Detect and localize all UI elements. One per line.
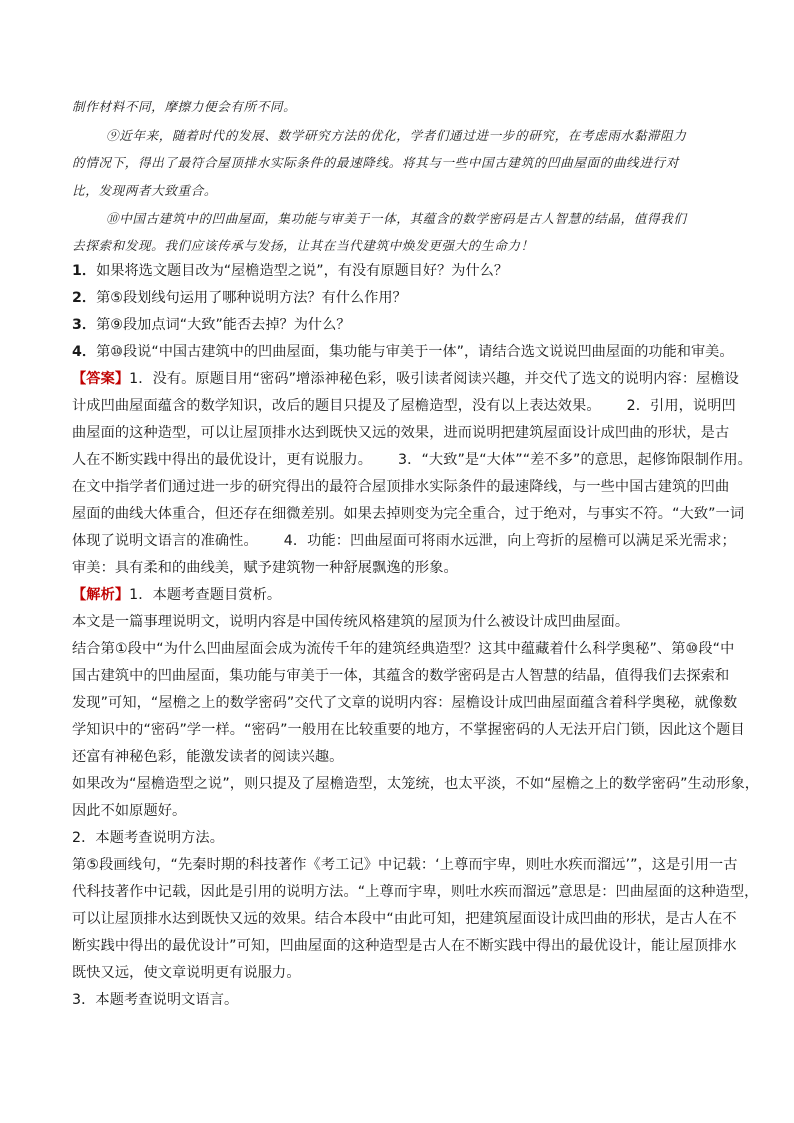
passage-line: 比，发现两者大致重合。 (72, 183, 218, 198)
answer-label: 【答案】 (72, 371, 130, 387)
question-text: 如果将选文题目改为“屋檐造型之说”，有没有原题目好？为什么？ (96, 263, 509, 279)
passage-line: 的情况下，得出了最符合屋顶排水实际条件的最速降线。将其与一些中国古建筑的凹曲屋面的曲线进行对 (72, 155, 679, 170)
analysis-line: 发现”可知，“屋檐之上的数学密码”交代了文章的说明内容：屋檐设计成凹曲屋面蕴含着科学奥秘，就像数 (72, 695, 738, 711)
answer-line: 人在不断实践中得出的最优设计，更有说服力。 3．“大致”是“大体”“差不多”的意思，起修饰限制作用。 (72, 452, 752, 468)
answer-line: 屋面的曲线大体重合，但还存在细微差别。如果去掉则变为完全重合，过于绝对，与事实不符。“大致”一词 (72, 506, 745, 522)
analysis-line: 因此不如原题好。 (72, 803, 187, 819)
analysis-line: 还富有神秘色彩，能激发读者的阅读兴趣。 (72, 749, 344, 765)
analysis-section-3-head: 3．本题考查说明文语言。 (72, 992, 239, 1008)
analysis-line: 代科技著作中记载，因此是引用的说明方法。“上尊而宇卑，则吐水疾而溜远”意思是：凹曲屋面的这种造型， (72, 884, 759, 900)
question-4 (72, 341, 734, 361)
analysis-line: 既快又远，使文章说明更有说服力。 (72, 965, 301, 981)
question-1 (72, 260, 508, 280)
passage-line: 制作材料不同，摩擦力便会有所不同。 (72, 99, 297, 114)
answer-line: 在文中指学者们通过进一步的研究得出的最符合屋顶排水实际条件的最速降线，与一些中国古建筑的凹曲 (72, 479, 730, 495)
answer-line: 曲屋面的这种造型，可以让屋顶排水达到既快又远的效果，进而说明把建筑屋面设计成凹曲的形状，是古 (72, 425, 730, 441)
question-number: 2． (72, 290, 97, 306)
analysis-line: 断实践中得出的最优设计”可知，凹曲屋面的这种造型是古人在不断实践中得出的最优设计，能让屋顶排水 (72, 938, 737, 954)
analysis-line: 学知识中的“密码”学一样。“密码”一般用在比较重要的地方，不掌握密码的人无法开启门锁，因此这个题目 (72, 722, 745, 738)
analysis-line: 国古建筑中的凹曲屋面，集功能与审美于一体，其蕴含的数学密码是古人智慧的结晶，值得我们去探索和 (72, 668, 730, 684)
question-number: 1． (72, 263, 97, 279)
passage-paragraph-10: ⑩中国古建筑中的凹曲屋面，集功能与审美于一体，其蕴含的数学密码是古人智慧的结晶，值得我们 (106, 211, 687, 226)
analysis-label: 【解析】 (72, 587, 130, 603)
question-number: 4． (72, 344, 97, 360)
question-text: 第⑩段说“中国古建筑中的凹曲屋面，集功能与审美于一体”，请结合选文说说凹曲屋面的功能和审美。 (96, 344, 734, 360)
analysis-line: 可以让屋顶排水达到既快又远的效果。结合本段中“由此可知，把建筑屋面设计成凹曲的形状，是古人在不 (72, 911, 737, 927)
question-text: 第⑤段划线句运用了哪种说明方法？有什么作用？ (96, 290, 407, 306)
passage-paragraph-9: ⑨近年来，随着时代的发展、数学研究方法的优化，学者们通过进一步的研究，在考虑雨水黏滞阻力 (106, 128, 687, 143)
answer-line: 体现了说明文语言的准确性。 4．功能：凹曲屋面可将雨水远泄，向上弯折的屋檐可以满足采光需求； (72, 533, 736, 549)
analysis-line: 如果改为“屋檐造型之说”，则只提及了屋檐造型，太笼统，也太平淡，不如“屋檐之上的数学密码”生动形象， (72, 776, 760, 792)
analysis-section-1-head: 【解析】1．本题考查题目赏析。 (72, 587, 282, 603)
passage-line: 去探索和发现。我们应该传承与发扬，让其在当代建筑中焕发更强大的生命力！ (72, 238, 534, 253)
analysis-line: 本文是一篇事理说明文，说明内容是中国传统风格建筑的屋顶为什么被设计成凹曲屋面。 (72, 614, 630, 630)
analysis-section-2-head: 2．本题考查说明方法。 (72, 830, 225, 846)
question-3 (72, 314, 350, 334)
answer-line: 【答案】1．没有。原题目用“密码”增添神秘色彩，吸引读者阅读兴趣，并交代了选文的说明内容：屋檐设 (72, 371, 739, 387)
question-number: 3． (72, 317, 97, 333)
answer-line: 审美：具有柔和的曲线美，赋予建筑物一种舒展飘逸的形象。 (72, 560, 458, 576)
answer-line: 计成凹曲屋面蕴含的数学知识，改后的题目只提及了屋檐造型，没有以上表达效果。 2．引用，说明凹 (72, 398, 736, 414)
question-2 (72, 287, 407, 307)
analysis-line: 结合第①段中“为什么凹曲屋面会成为流传千年的建筑经典造型？这其中蕴藏着什么科学奥秘”、第⑩段“中 (72, 641, 735, 657)
question-text: 第⑨段加点词“大致”能否去掉？为什么？ (96, 317, 351, 333)
analysis-line: 第⑤段画线句，“先秦时期的科技著作《考工记》中记载：‘上尊而宇卑，则吐水疾而溜远’”，这是引用一古 (72, 857, 738, 873)
